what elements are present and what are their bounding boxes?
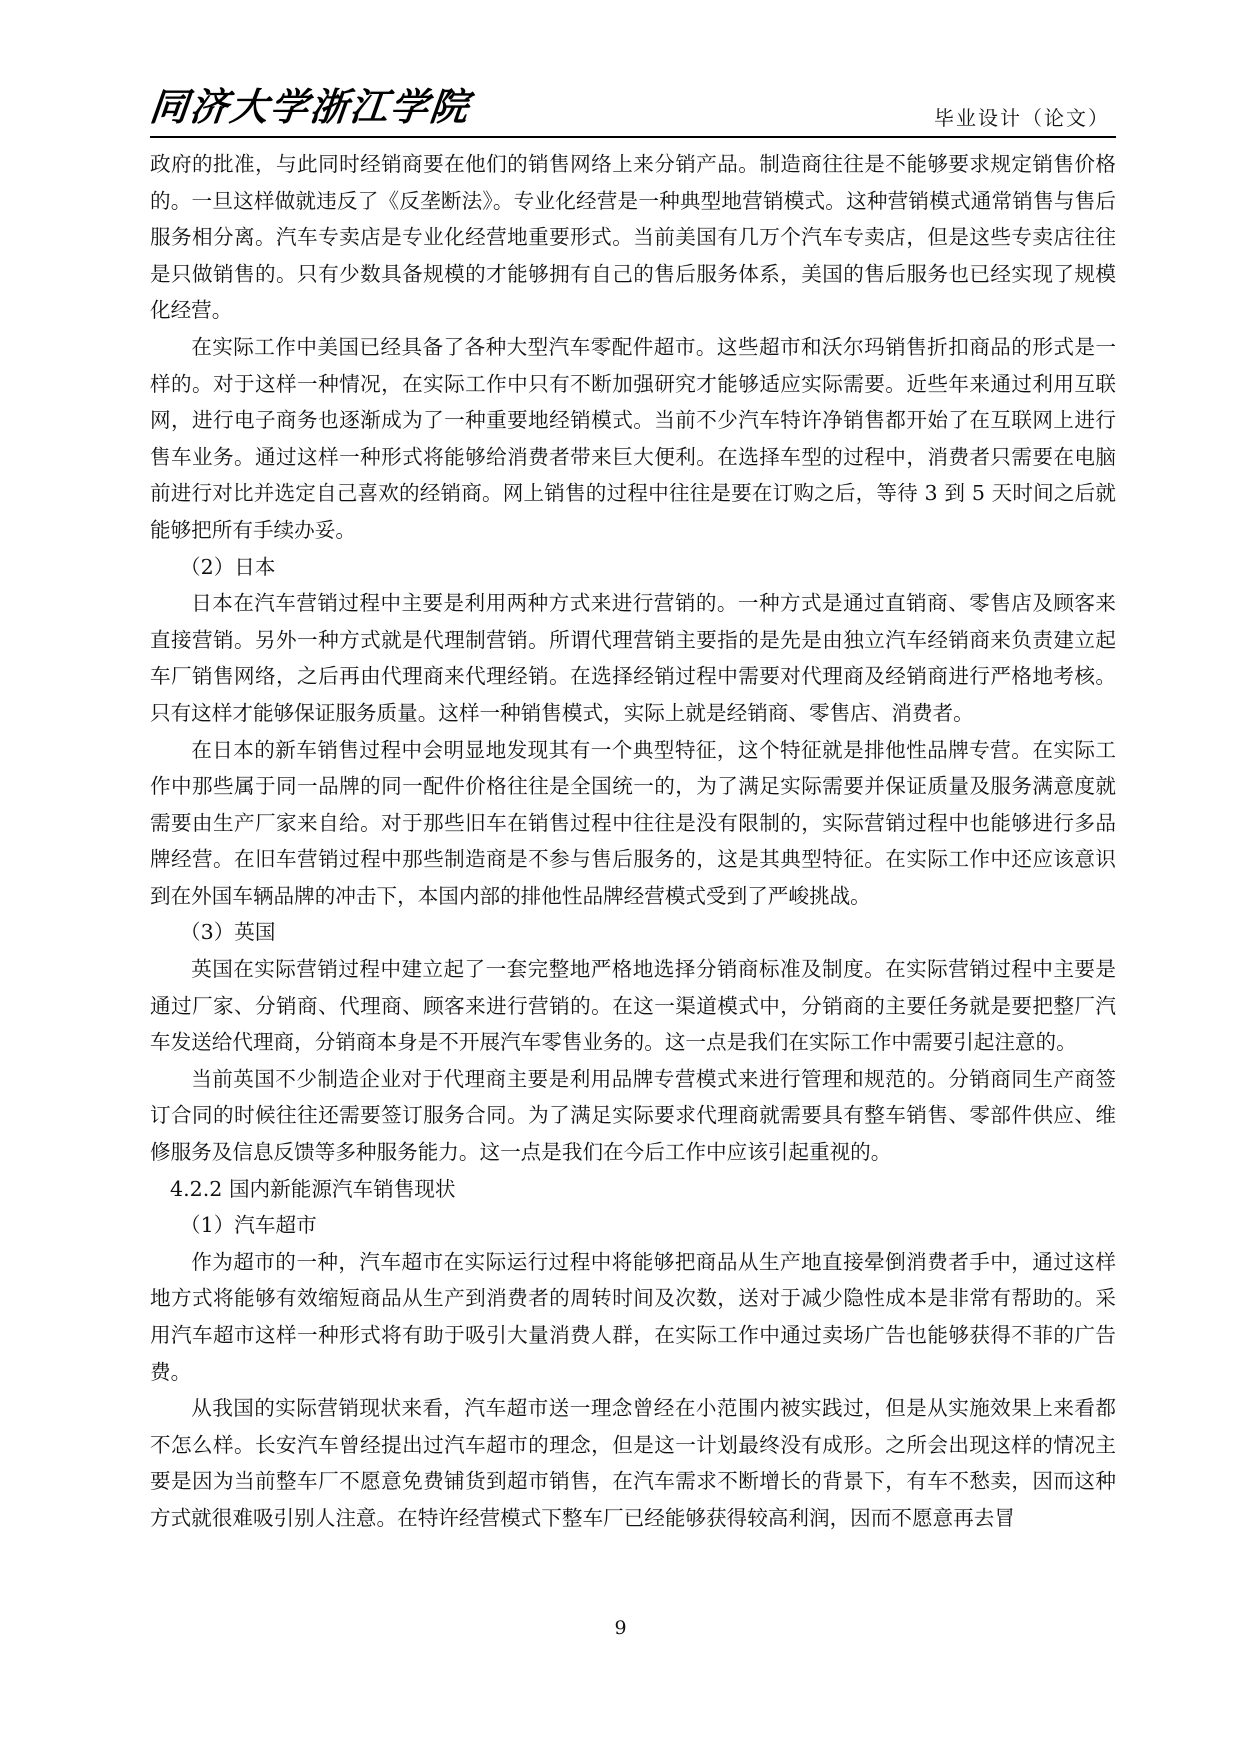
paragraph: 英国在实际营销过程中建立起了一套完整地严格地选择分销商标准及制度。在实际营销过程中主要是通过厂家、分销商、代理商、顾客来进行营销的。在这一渠道模式中，分销商的主要任务就是要把整厂汽车发送给代理商，分销商本身是不开展汽车零售业务的。这一点是我们在实际工作中需要引起注意的。 xyxy=(150,957,1116,1055)
paragraph: 作为超市的一种，汽车超市在实际运行过程中将能够把商品从生产地直接晕倒消费者手中，通过这样地方式将能够有效缩短商品从生产到消费者的周转时间及次数，送对于减少隐性成本是非常有帮助的。采用汽车超市这样一种形式将有助于吸引大量消费人群，在实际工作中通过卖场广告也能够获得不菲的广告费。 xyxy=(150,1249,1116,1384)
document-body xyxy=(150,146,1116,1537)
paragraph: 从我国的实际营销现状来看，汽车超市送一理念曾经在小范围内被实践过，但是从实施效果上来看都不怎么样。长安汽车曾经提出过汽车超市的理念，但是这一计划最终没有成形。之所会出现这样的情况主要是因为当前整车厂不愿意免费铺货到超市销售，在汽车需求不断增长的背景下，有车不愁卖，因而这种方式就很难吸引别人注意。在特许经营模式下整车厂已经能够获得较高利润，因而不愿意再去冒 xyxy=(150,1396,1116,1530)
page-number: 9 xyxy=(614,1617,627,1639)
page-header xyxy=(147,84,1116,138)
subheading-japan: （2）日本 xyxy=(180,554,276,579)
university-logo: 同济大学浙江学院 xyxy=(147,84,473,129)
paragraph: 日本在汽车营销过程中主要是利用两种方式来进行营销的。一种方式是通过直销商、零售店及顾客来直接营销。另外一种方式就是代理制营销。所谓代理营销主要指的是先是由独立汽车经销商来负责建立起车厂销售网络，之后再由代理商来代理经销。在选择经销过程中需要对代理商及经销商进行严格地考核。只有这样才能够保证服务质量。这样一种销售模式，实际上就是经销商、零售店、消费者。 xyxy=(150,591,1116,725)
header-divider xyxy=(150,136,1116,138)
header-title: 毕业设计（论文） xyxy=(934,106,1110,130)
subheading-uk: （3）英国 xyxy=(180,920,276,945)
subheading-car-supermarket: （1）汽车超市 xyxy=(180,1213,317,1238)
section-heading: 4.2.2 国内新能源汽车销售现状 xyxy=(170,1176,456,1201)
paragraph-continued: 政府的批准，与此同时经销商要在他们的销售网络上来分销产品。制造商往往是不能够要求规定销售价格的。一旦这样做就违反了《反垄断法》。专业化经营是一种典型地营销模式。这种营销模式通常销售与售后服务相分离。汽车专卖店是专业化经营地重要形式。当前美国有几万个汽车专卖店，但是这些专卖店往往是只做销售的。只有少数具备规模的才能够拥有自己的售后服务体系，美国的售后服务也已经实现了规模化经营。 xyxy=(150,152,1116,323)
paragraph: 在日本的新车销售过程中会明显地发现其有一个典型特征，这个特征就是排他性品牌专营。在实际工作中那些属于同一品牌的同一配件价格往往是全国统一的，为了满足实际需要并保证质量及服务满意度就需要由生产厂家来自给。对于那些旧车在销售过程中往往是没有限制的，实际营销过程中也能够进行多品牌经营。在旧车营销过程中那些制造商是不参与售后服务的，这是其典型特征。在实际工作中还应该意识到在外国车辆品牌的冲击下，本国内部的排他性品牌经营模式受到了严峻挑战。 xyxy=(150,737,1116,908)
paragraph: 当前英国不少制造企业对于代理商主要是利用品牌专营模式来进行管理和规范的。分销商同生产商签订合同的时候往往还需要签订服务合同。为了满足实际要求代理商就需要具有整车销售、零部件供应、维修服务及信息反馈等多种服务能力。这一点是我们在今后工作中应该引起重视的。 xyxy=(150,1066,1116,1165)
paragraph: 在实际工作中美国已经具备了各种大型汽车零配件超市。这些超市和沃尔玛销售折扣商品的形式是一样的。对于这样一种情况，在实际工作中只有不断加强研究才能够适应实际需要。近些年来通过利用互联网，进行电子商务也逐渐成为了一种重要地经销模式。当前不少汽车特许净销售都开始了在互联网上进行售车业务。通过这样一种形式将能够给消费者带来巨大便利。在选择车型的过程中，消费者只需要在电脑前进行对比并选定自己喜欢的经销商。网上销售的过程中往往是要在订购之后，等待 3 到 5 天时间之后就能够把所有手续办妥。 xyxy=(150,334,1116,542)
